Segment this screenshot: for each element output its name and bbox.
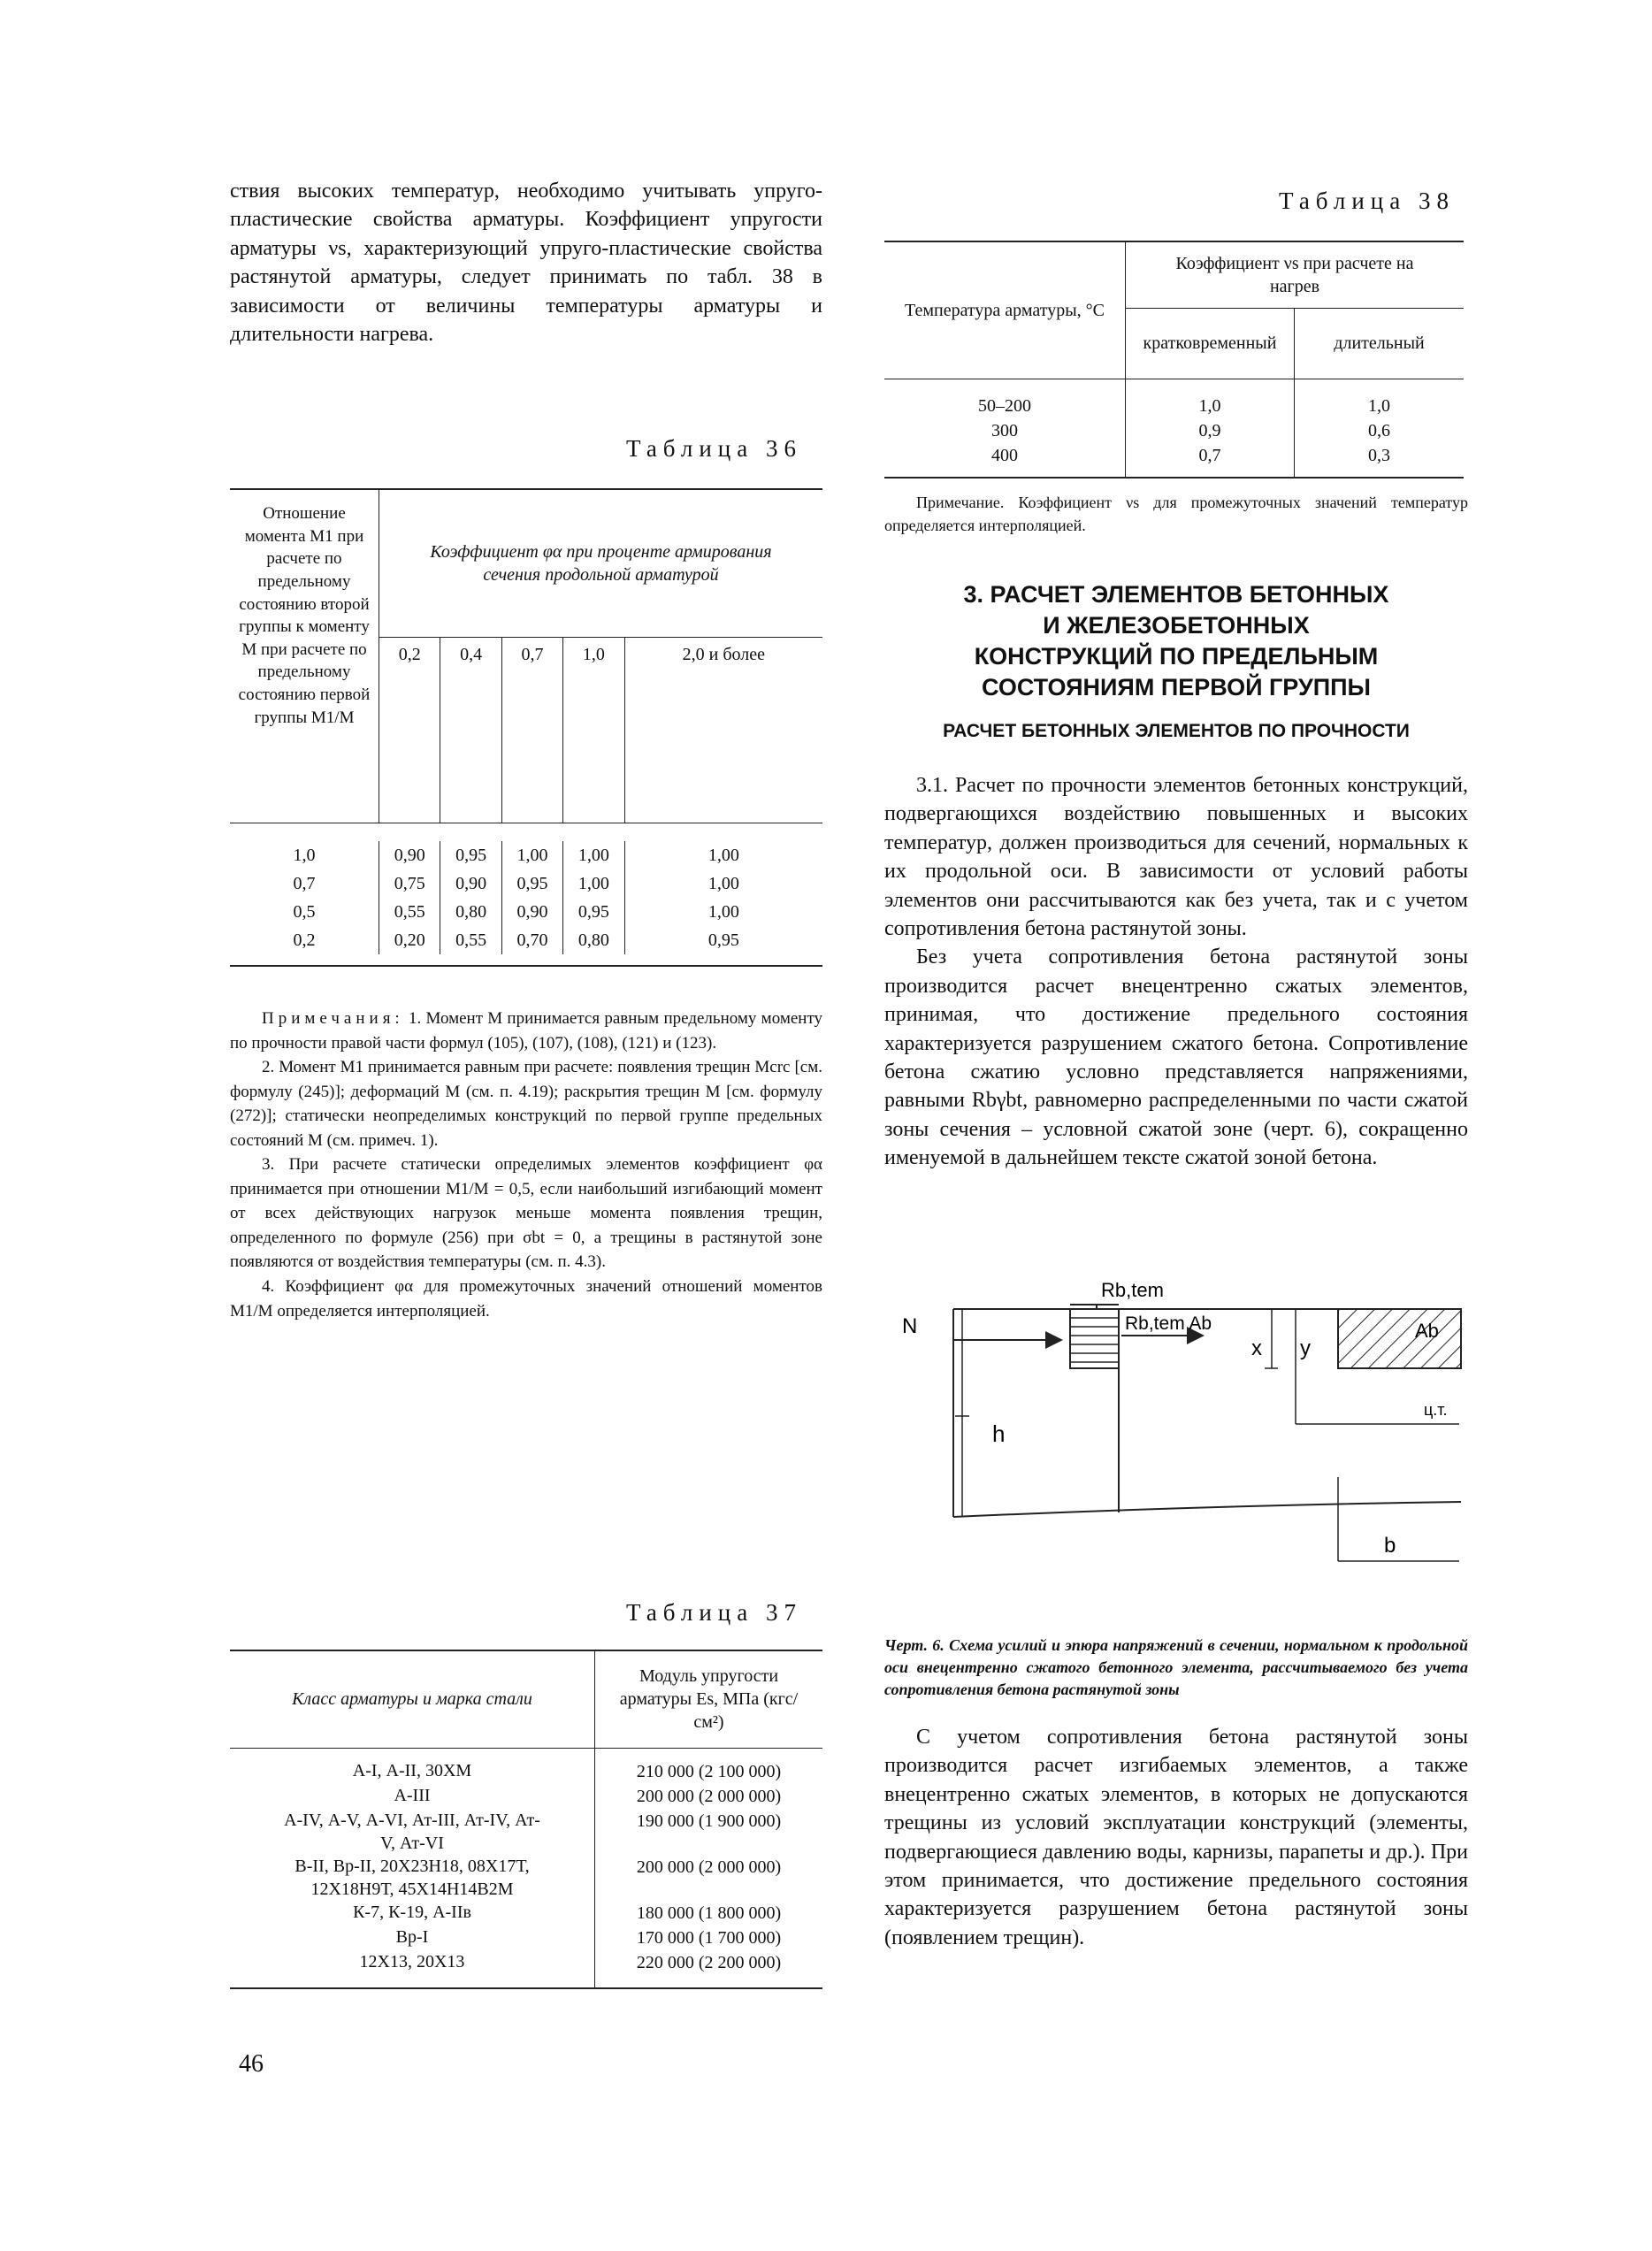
table38-temp-cell: 400 [884, 443, 1126, 468]
table37-class-cell: К-7, К-19, А-IIв [230, 1901, 595, 1926]
table38-temp-cell: 300 [884, 418, 1126, 443]
table36-ratio-header: Отношение момента M1 при расчете по предельному состоянию второй группы к моменту M при расчете по предельному состоянию первой группы M1/M [230, 489, 379, 823]
section-bottom-edge [953, 1502, 1461, 1517]
table36-note-4: 4. Коэффициент φα для промежуточных значений отношений моментов M1/M определяется интерполяцией. [230, 1277, 822, 1321]
table38 [884, 241, 1468, 479]
table37-class-cell: А-IV, А-V, А-VI, Ат-III, Ат-IV, Ат-V, Ат-VI [230, 1809, 595, 1855]
table38-short-cell: 0,7 [1126, 443, 1295, 468]
table36-value-cell: 0,80 [440, 898, 501, 926]
table38-long-cell: 1,0 [1368, 395, 1390, 416]
table36-row [230, 869, 822, 898]
table36-percent-header: 0,2 [379, 638, 440, 823]
table38-short-cell: 0,9 [1126, 418, 1295, 443]
table36-note-2: 2. Момент M1 принимается равным при расчете: появления трещин Mcrc [см. формулу (245)]; деформаций M (см. п. 4.19); раскрытия трещин M [см. формулу (272)]; статически неопределимых конструкций по первой группе предельных состояний M (см. примеч. 1). [230, 1058, 822, 1150]
table38-long-header: длительный [1295, 308, 1465, 379]
subheading: РАСЧЕТ БЕТОННЫХ ЭЛЕМЕНТОВ ПО ПРОЧНОСТИ [943, 721, 1410, 741]
table37-modulus-cell: 220 000 (2 200 000) [636, 1952, 782, 1972]
table37-modulus-cell: 200 000 (2 000 000) [636, 1857, 782, 1877]
label-rb-tem: Rb,tem [1101, 1279, 1164, 1301]
table36-value-cell: 1,00 [563, 841, 624, 869]
table37-class-header: Класс арматуры и марка стали [230, 1650, 595, 1748]
body-text-lower [884, 1723, 1468, 1952]
table38-caption: Таблица 38 [1279, 188, 1455, 214]
compressed-zone-hatch [1338, 1309, 1461, 1368]
table36-value-cell: 0,90 [379, 841, 440, 869]
left-intro-paragraph: ствия высоких температур, необходимо учитывать упруго-пластические свойства арматуры. Коэффициент упругости арматуры νs, характеризующий упруго-пластические свойства растянутой арматуры, следует принимать по табл. 38 в зависимости от величины температуры арматуры и длительности нагрева. [230, 180, 822, 346]
subheading-block [884, 721, 1468, 742]
page-number: 46 [239, 2050, 264, 2078]
table37-class-cell: А-I, А-II, 30ХМ [230, 1759, 595, 1784]
table36-value-cell: 0,55 [440, 926, 501, 954]
table36-note-1: 1. Момент M принимается равным предельному моменту по прочности правой части формул (105), (107), (108), (121) и (123). [230, 1009, 823, 1053]
table36-value-cell: 0,95 [707, 930, 739, 950]
figure-6-diagram [884, 1274, 1468, 1610]
table36-note-3: 3. При расчете статически определимых элементов коэффициент φα принимается при отношении M1/M = 0,5, если наибольший изгибающий момент от всех действующих нагрузок меньше момента появления трещин, определенного по формуле (256) при σbt = 0, а трещины в растянутой зоне появляются от воздействия температуры (см. п. 4.3). [230, 1155, 822, 1272]
table38-note: Примечание. Коэффициент νs для промежуточных значений температур определяется интерполяцией. [884, 494, 1468, 535]
table37-row [230, 1809, 822, 1855]
table37-row [230, 1926, 822, 1950]
label-y: y [1300, 1336, 1311, 1360]
table37-modulus-header: Модуль упругости арматуры Es, МПа (кгс/см²) [595, 1650, 823, 1748]
label-rb-tem-ab: Rb,tem Ab [1125, 1313, 1212, 1334]
paragraph-with-tension-zone: С учетом сопротивления бетона растянутой зоны производится расчет изгибаемых элементов, а также внецентренно сжатых элементов, в которых не допускаются трещины из условий эксплуатации конструкций (элементы, подвергающиеся давлению воды, карнизы, парапеты и др.). При этом принимается, что достижение предельного состояния характеризуется разрушением бетона растянутой зоны (появлением трещин). [884, 1726, 1468, 1949]
table37-modulus-cell: 190 000 (1 900 000) [636, 1811, 782, 1831]
table38-row [884, 394, 1464, 418]
table36-ratio-cell: 0,7 [230, 869, 379, 898]
table37-row [230, 1855, 822, 1901]
table38-long-cell: 0,6 [1368, 420, 1390, 440]
table36-notes-label: Примечания: [262, 1009, 404, 1028]
table37-row [230, 1950, 822, 1975]
table38-coef-header: Коэффициент νs при расчете на нагрев [1126, 241, 1465, 308]
table36-value-cell: 0,95 [440, 841, 501, 869]
table37-row [230, 1759, 822, 1784]
table36-ratio-cell: 0,2 [230, 926, 379, 954]
table36-value-cell: 0,90 [440, 869, 501, 898]
section-heading: 3. РАСЧЕТ ЭЛЕМЕНТОВ БЕТОННЫХ И ЖЕЛЕЗОБЕТОННЫХ КОНСТРУКЦИЙ ПО ПРЕДЕЛЬНЫМ СОСТОЯНИЯМ ПЕРВОЙ ГРУППЫ [963, 581, 1389, 701]
figure-6-caption-block [884, 1619, 1468, 1718]
table36-ratio-cell: 1,0 [230, 841, 379, 869]
figure-6-caption: Черт. 6. Схема усилий и эпюра напряжений в сечении, нормальном к продольной оси внецентренно сжатого бетонного элемента, рассчитываемого без учета сопротивления бетона растянутой зоны [884, 1636, 1468, 1699]
left-intro-block [230, 177, 822, 348]
table36-value-cell: 1,00 [707, 902, 739, 922]
table37-class-cell: 12Х13, 20Х13 [230, 1950, 595, 1975]
table37-row [230, 1784, 822, 1809]
table36-percent-header: 0,4 [440, 638, 501, 823]
table36 [230, 488, 822, 967]
table36-row [230, 926, 822, 954]
table36-notes [230, 1007, 822, 1323]
body-text-upper [884, 771, 1468, 1172]
table38-row [884, 443, 1464, 468]
table36-value-cell: 0,70 [501, 926, 562, 954]
figure-6 [884, 1274, 1468, 1610]
table37-modulus-cell: 200 000 (2 000 000) [636, 1786, 782, 1806]
table36-value-cell: 0,55 [379, 898, 440, 926]
table37-modulus-cell: 210 000 (2 100 000) [636, 1761, 782, 1781]
table36-value-cell: 1,00 [501, 841, 562, 869]
table36-value-cell: 0,20 [379, 926, 440, 954]
table36-group-header: Коэффициент φα при проценте армирования сечения продольной арматурой [379, 489, 823, 638]
table37-class-cell: В-II, Вр-II, 20Х23Н18, 08Х17Т, 12Х18Н9Т, 45Х14Н14В2М [230, 1855, 595, 1901]
section-heading-block [884, 579, 1468, 703]
label-centroid: ц.т. [1424, 1401, 1448, 1419]
table37-class-cell: Вр-I [230, 1926, 595, 1950]
table36-row [230, 841, 822, 869]
table36-percent-header: 1,0 [563, 638, 624, 823]
label-Ab: Ab [1415, 1320, 1439, 1342]
table36-value-cell: 1,00 [707, 874, 739, 893]
table36-value-cell: 0,75 [379, 869, 440, 898]
table36-value-cell: 0,80 [563, 926, 624, 954]
table36-value-cell: 0,95 [563, 898, 624, 926]
label-b: b [1384, 1534, 1396, 1558]
label-x: x [1251, 1336, 1262, 1360]
table37-modulus-cell: 180 000 (1 800 000) [636, 1903, 782, 1923]
table36-percent-header: 0,7 [501, 638, 562, 823]
stress-diagram-lines [1070, 1318, 1119, 1362]
table37-class-cell: А-III [230, 1784, 595, 1809]
table36-caption: Таблица 36 [626, 435, 802, 462]
table36-value-cell: 1,00 [563, 869, 624, 898]
table36-value-cell: 0,95 [501, 869, 562, 898]
table38-row [884, 418, 1464, 443]
table36-value-cell: 1,00 [707, 846, 739, 865]
paragraph-without-tension-zone: Без учета сопротивления бетона растянутой зоны производится расчет внецентренно сжатых элементов, принимая, что достижение предельного состояния характеризуется разрушением сжатого бетона. Сопротивление бетона сжатию условно представляется напряжениями, равными Rbγbt, равномерно распределенными по части сжатой зоны сечения – условной сжатой зоне (черт. 6), сокращенно именуемой в дальнейшем тексте сжатой зоной бетона. [884, 946, 1468, 1170]
table37-row [230, 1901, 822, 1926]
table38-short-cell: 1,0 [1126, 394, 1295, 418]
table37-modulus-cell: 170 000 (1 700 000) [636, 1927, 782, 1948]
table38-temp-header: Температура арматуры, °С [884, 241, 1126, 379]
table38-temp-cell: 50–200 [884, 394, 1126, 418]
label-N: N [902, 1314, 918, 1338]
table36-percent-header: 2,0 и более [624, 638, 822, 823]
table38-short-header: кратковременный [1126, 308, 1295, 379]
table37-caption: Таблица 37 [626, 1599, 802, 1626]
paragraph-3-1: 3.1. Расчет по прочности элементов бетонных конструкций, подвергающихся воздействию повышенных и высоких температур, должен производиться для сечений, нормальных к их продольной оси. В зависимости от условий работы элементов они рассчитываются как без учета, так и с учетом сопротивления бетона растянутой зоны. [884, 774, 1468, 940]
table38-long-cell: 0,3 [1368, 445, 1390, 465]
table38-note-block [884, 491, 1468, 537]
table37 [230, 1650, 822, 1989]
table36-row [230, 898, 822, 926]
table36-ratio-cell: 0,5 [230, 898, 379, 926]
table36-value-cell: 0,90 [501, 898, 562, 926]
label-h: h [992, 1420, 1006, 1447]
